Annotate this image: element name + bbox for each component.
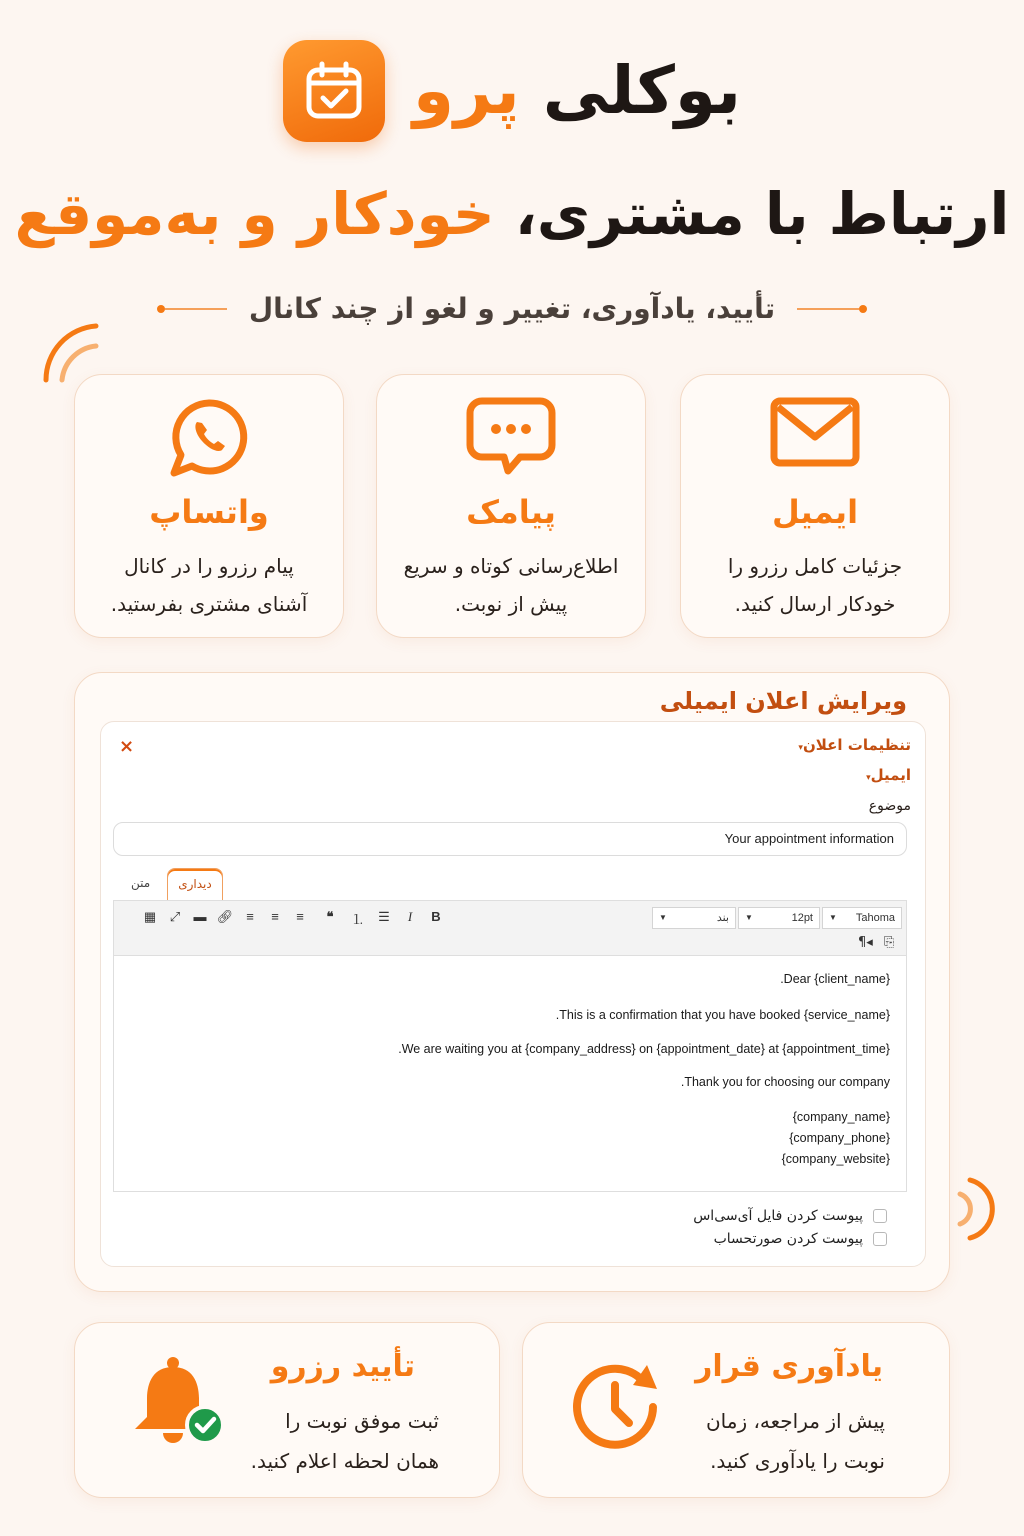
brand-header [0, 40, 1024, 142]
reminder-title: یادآوری قرار [695, 1349, 883, 1384]
signal-waves-icon [952, 1176, 1002, 1242]
numbered-list-icon[interactable]: ⒈ [351, 912, 365, 927]
email-notification-panel [74, 672, 950, 1292]
brand-pro: پرو [412, 52, 520, 129]
subject-input[interactable]: Your appointment information [113, 822, 907, 856]
link-icon[interactable]: 🔗︎ [216, 909, 234, 924]
attach-ics-label: پیوست کردن فایل آی‌سی‌اس [693, 1208, 863, 1224]
body-line: Dear {client_name}. [780, 972, 890, 986]
italic-icon[interactable]: I [407, 909, 413, 924]
paragraph-select[interactable]: بند ▼ [652, 907, 736, 929]
body-line: {company_website} [781, 1152, 890, 1166]
body-line: This is a confirmation that you have booked {service_name}. [555, 1008, 890, 1022]
body-line: {company_phone} [789, 1131, 890, 1145]
whatsapp-icon [75, 397, 343, 479]
font-family-select[interactable]: Tahoma ▼ [822, 907, 902, 929]
align-center-icon[interactable]: ≡ [271, 909, 279, 924]
tab-visual[interactable]: دیداری [167, 868, 223, 900]
table-icon[interactable]: ▦ [143, 909, 157, 924]
divider-right [797, 305, 867, 313]
subline [0, 292, 1024, 325]
more-icon[interactable]: ▬ [193, 909, 207, 924]
paragraph-mark-icon[interactable]: ¶◂ [858, 935, 873, 950]
whatsapp-title: واتساپ [149, 493, 269, 531]
email-description: جزئیات کامل رزرو را خودکار ارسال کنید. [727, 554, 903, 616]
brand-name: بوکلی [542, 52, 742, 129]
sms-description: اطلاع‌رسانی کوتاه و سریع پیش از نوبت. [403, 554, 619, 616]
notification-editor [100, 721, 926, 1267]
booking-confirm-card[interactable] [74, 1322, 500, 1498]
whatsapp-channel-card[interactable] [74, 374, 344, 638]
settings-toggle[interactable]: تنظیمات اعلان▾ [798, 736, 911, 754]
confirm-title: تأیید رزرو [270, 1349, 415, 1384]
attach-invoice-option[interactable] [714, 1231, 911, 1247]
bold-icon[interactable]: B [431, 909, 441, 924]
reminder-description: پیش از مراجعه، زمان نوبت را یادآوری کنید. [705, 1409, 885, 1473]
subject-label: موضوع [868, 798, 911, 814]
confirm-description: ثبت موفق نوبت را همان لحظه اعلام کنید. [250, 1409, 439, 1473]
align-left-icon[interactable]: ≡ [296, 909, 304, 924]
editor-toolbar [113, 900, 907, 956]
subline-text: تأیید، یادآوری، تغییر و لغو از چند کانال [248, 292, 776, 325]
clock-icon [567, 1357, 667, 1461]
email-toggle[interactable]: ایمیل▾ [866, 766, 911, 784]
font-size-select[interactable]: 12pt ▼ [738, 907, 820, 929]
headline [0, 180, 1024, 248]
body-line: Thank you for choosing our company. [680, 1075, 890, 1089]
body-line: We are waiting you at {company_address} on {appointment_date} at {appointment_time}. [398, 1042, 890, 1056]
fullscreen-icon[interactable]: ⤢ [169, 909, 181, 924]
divider-left [157, 305, 227, 313]
blockquote-icon[interactable]: ❝ [326, 909, 334, 924]
headline-accent: خودکار و به‌موقع [14, 180, 495, 248]
attach-ics-option[interactable] [693, 1208, 911, 1224]
calendar-check-icon [283, 40, 385, 142]
bullet-list-icon[interactable]: ☰ [378, 909, 390, 924]
email-body-editor[interactable] [113, 956, 907, 1192]
attach-ics-checkbox[interactable] [873, 1209, 887, 1223]
sms-channel-card[interactable] [376, 374, 646, 638]
align-right-icon[interactable]: ≡ [246, 909, 254, 924]
reminder-card[interactable] [522, 1322, 950, 1498]
tab-text[interactable]: متن [131, 876, 151, 890]
brand-title [412, 52, 742, 129]
attach-invoice-checkbox[interactable] [873, 1232, 887, 1246]
chat-bubble-icon [377, 397, 645, 475]
email-title: ایمیل [771, 493, 859, 531]
body-line: {company_name} [792, 1110, 890, 1124]
close-button[interactable]: × [119, 736, 135, 757]
email-channel-card[interactable] [680, 374, 950, 638]
sms-title: پیامک [466, 493, 556, 531]
bell-check-icon [127, 1355, 227, 1455]
headline-main: ارتباط با مشتری، [494, 180, 1010, 248]
whatsapp-description: پیام رزرو را در کانال آشنای مشتری بفرستید. [110, 554, 308, 616]
attach-invoice-label: پیوست کردن صورتحساب [713, 1231, 863, 1247]
envelope-icon [681, 397, 949, 467]
clear-format-icon[interactable]: ⎘ [884, 935, 895, 950]
panel-title: ویرایش اعلان ایمیلی [659, 687, 907, 715]
